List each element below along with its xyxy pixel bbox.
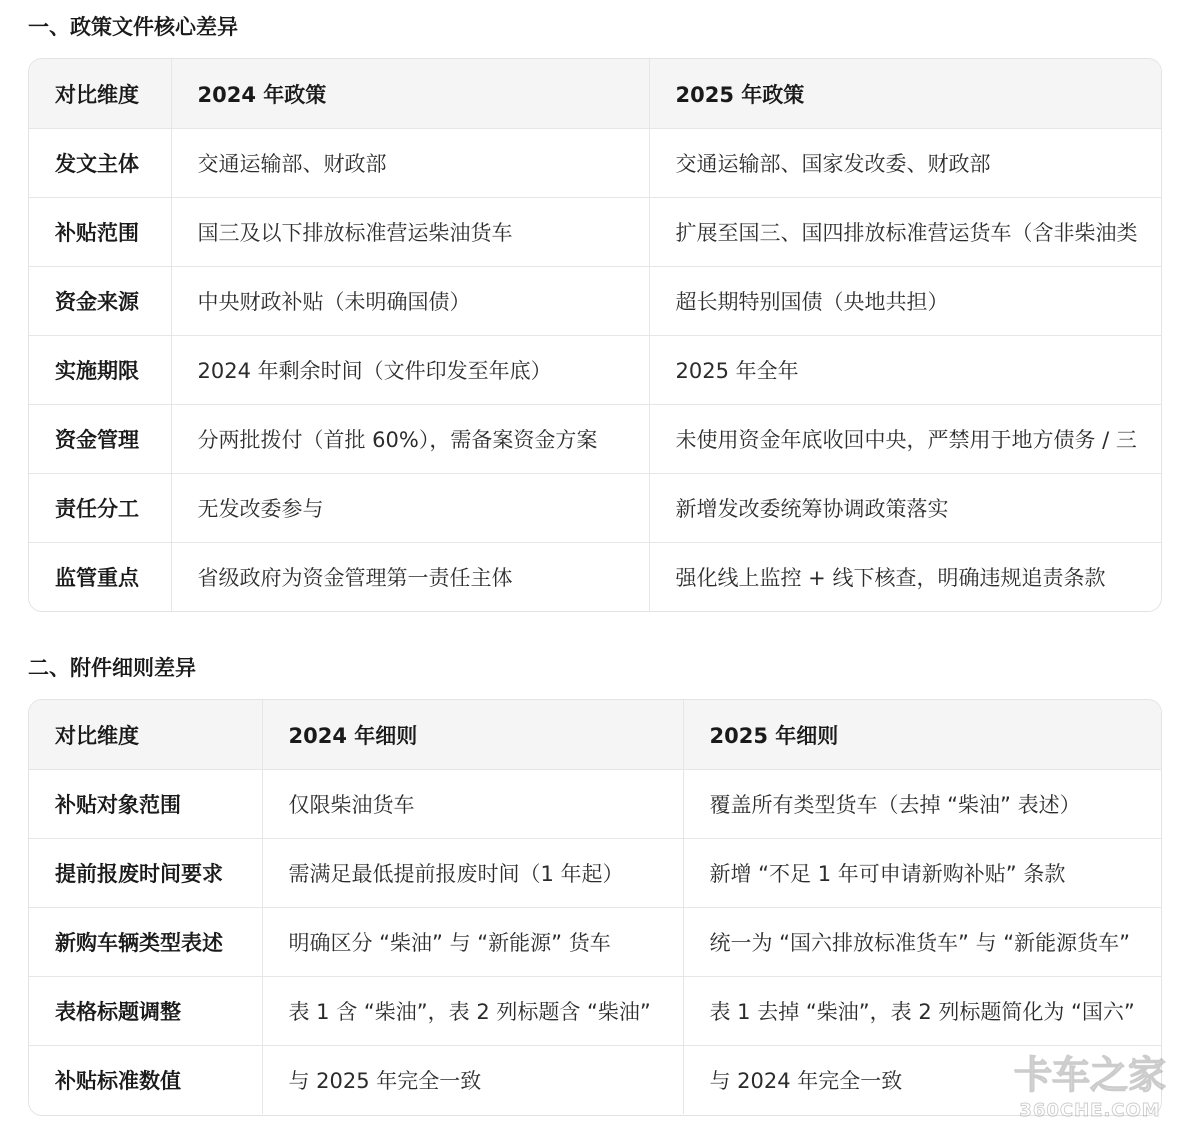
cell-2024: 表 1 含 “柴油”，表 2 列标题含 “柴油” — [262, 977, 683, 1046]
cell-2025: 新增 “不足 1 年可申请新购补贴” 条款 — [683, 839, 1162, 908]
table-row — [29, 336, 1162, 405]
column-header: 对比维度 — [29, 59, 171, 129]
dimension-cell: 新购车辆类型表述 — [29, 908, 262, 977]
watermark-text: 卡车之家 — [1013, 1053, 1167, 1097]
cell-2025: 表 1 去掉 “柴油”，表 2 列标题简化为 “国六” — [683, 977, 1162, 1046]
table-row — [29, 977, 1162, 1046]
cell-2024: 需满足最低提前报废时间（1 年起） — [262, 839, 683, 908]
cell-2024: 省级政府为资金管理第一责任主体 — [171, 543, 649, 612]
appendix-comparison-table — [28, 699, 1162, 1116]
cell-2025: 强化线上监控 + 线下核查，明确违规追责条款 — [675, 566, 1106, 590]
cell-2024: 交通运输部、财政部 — [171, 129, 649, 198]
cell-2024: 无发改委参与 — [171, 474, 649, 543]
cell-2025: 覆盖所有类型货车（去掉 “柴油” 表述） — [683, 770, 1162, 839]
table-row — [29, 474, 1162, 543]
cell-2024: 仅限柴油货车 — [262, 770, 683, 839]
cell-2025: 扩展至国三、国四排放标准营运货车（含非柴油类 — [649, 198, 1162, 267]
cell-2025: 与 2024 年完全一致 — [709, 1069, 903, 1093]
column-header: 2024 年政策 — [171, 59, 649, 129]
dimension-cell: 补贴范围 — [29, 198, 171, 267]
table-row — [29, 129, 1162, 198]
table-row — [29, 839, 1162, 908]
cell-2024: 2024 年剩余时间（文件印发至年底） — [171, 336, 649, 405]
column-header: 2025 年细则 — [683, 700, 1162, 770]
table-header-row — [29, 700, 1162, 770]
dimension-cell: 提前报废时间要求 — [29, 839, 262, 908]
column-header: 2025 年政策 — [649, 59, 1162, 129]
cell-2024: 与 2025 年完全一致 — [262, 1046, 683, 1115]
cell-2025: 新增发改委统筹协调政策落实 — [649, 474, 1162, 543]
cell-2024: 分两批拨付（首批 60%），需备案资金方案 — [171, 405, 649, 474]
column-header: 2024 年细则 — [262, 700, 683, 770]
cell-2025: 2025 年全年 — [649, 336, 1162, 405]
dimension-cell: 资金来源 — [29, 267, 171, 336]
cell-2025: 统一为 “国六排放标准货车” 与 “新能源货车” — [683, 908, 1162, 977]
dimension-cell: 责任分工 — [29, 474, 171, 543]
dimension-cell: 发文主体 — [29, 129, 171, 198]
column-header: 对比维度 — [29, 700, 262, 770]
table-row — [29, 770, 1162, 839]
table-row — [29, 267, 1162, 336]
table-row — [29, 1046, 1162, 1115]
dimension-cell: 补贴标准数值 — [29, 1046, 262, 1115]
watermark-subtext: 360CHE.COM — [1019, 1100, 1161, 1121]
section-heading-policy: 一、政策文件核心差异 — [28, 15, 238, 39]
table-row — [29, 908, 1162, 977]
dimension-cell: 表格标题调整 — [29, 977, 262, 1046]
policy-comparison-table — [28, 58, 1162, 612]
dimension-cell: 资金管理 — [29, 405, 171, 474]
table-row — [29, 198, 1162, 267]
cell-2024: 中央财政补贴（未明确国债） — [171, 267, 649, 336]
cell-2025: 未使用资金年底收回中央，严禁用于地方债务 / 三 — [649, 405, 1162, 474]
cell-2024: 国三及以下排放标准营运柴油货车 — [171, 198, 649, 267]
dimension-cell: 补贴对象范围 — [29, 770, 262, 839]
dimension-cell: 实施期限 — [29, 336, 171, 405]
table-row — [29, 405, 1162, 474]
watermark-logo — [1000, 1046, 1180, 1126]
table-header-row — [29, 59, 1162, 129]
section-heading-appendix: 二、附件细则差异 — [28, 656, 196, 680]
cell-2024: 明确区分 “柴油” 与 “新能源” 货车 — [262, 908, 683, 977]
table-row — [29, 543, 1162, 612]
cell-2025: 超长期特别国债（央地共担） — [649, 267, 1162, 336]
cell-2025: 交通运输部、国家发改委、财政部 — [649, 129, 1162, 198]
dimension-cell: 监管重点 — [29, 543, 171, 612]
